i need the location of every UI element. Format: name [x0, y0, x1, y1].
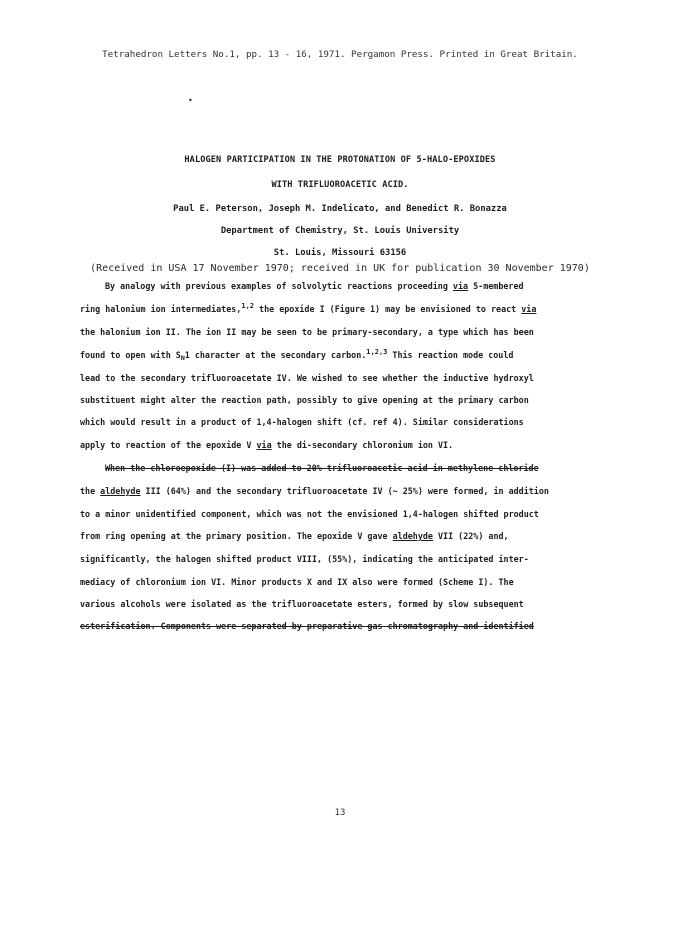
- paragraph-1-line: ring halonium ion intermediates,$^{1,2}$ the epoxide I (Figure 1) may be envisioned to react via: [80, 302, 537, 314]
- paragraph-1-line: the halonium ion II. The ion II may be seen to be primary-secondary, a type which has been: [80, 327, 534, 337]
- page-number: 13: [334, 808, 346, 818]
- paragraph-1-line: lead to the secondary trifluoroacetate IV. We wished to see whether the inductive hydroxyl: [80, 373, 534, 383]
- running-head: Tetrahedron Letters No.1, pp. 13 - 16, 1971. Pergamon Press. Printed in Great Britain.: [102, 49, 578, 60]
- paragraph-2-line: the aldehyde III (64%) and the secondary trifluoroacetate IV (~ 25%) were formed, in addition: [80, 486, 549, 496]
- paragraph-1-line: apply to reaction of the epoxide V via the di-secondary chloronium ion VI.: [80, 440, 454, 450]
- paragraph-2-line: to a minor unidentified component, which was not the envisioned 1,4-halogen shifted product: [80, 509, 539, 519]
- paragraph-1-line: which would result in a product of 1,4-halogen shift (cf. ref 4). Similar considerations: [80, 417, 524, 427]
- paragraph-1-line: By analogy with previous examples of solvolytic reactions proceeding via 5-membered: [105, 281, 524, 291]
- paragraph-1-line: substituent might alter the reaction path, possibly to give opening at the primary carbon: [80, 395, 529, 405]
- paragraph-2-line: When the chloroepoxide (I) was added to 20% trifluoroacetic acid in methylene chloride: [105, 463, 539, 473]
- department: Department of Chemistry, St. Louis University: [220, 226, 460, 236]
- paragraph-2-line: from ring opening at the primary position. The epoxide V gave aldehyde VII (22%) and,: [80, 531, 509, 541]
- address: St. Louis, Missouri 63156: [273, 248, 407, 258]
- authors: Paul E. Peterson, Joseph M. Indelicato, and Benedict R. Bonazza: [173, 204, 507, 214]
- article-title-line-2: WITH TRIFLUOROACETIC ACID.: [271, 180, 409, 190]
- paragraph-2-line: significantly, the halogen shifted product VIII, (55%), indicating the anticipated inter-: [80, 554, 529, 564]
- paragraph-2-line: mediacy of chloronium ion VI. Minor products X and IX also were formed (Scheme I). The: [80, 577, 514, 587]
- paragraph-2-line: esterification. Components were separated by preparative gas chromatography and identified: [80, 621, 534, 631]
- stray-mark: •: [188, 96, 193, 105]
- article-title-line-1: HALOGEN PARTICIPATION IN THE PROTONATION OF 5-HALO-EPOXIDES: [184, 155, 496, 165]
- paragraph-1-line: found to open with $S_N1$ character at the secondary carbon.$^{1,2,3}$ This reaction mode could: [80, 348, 514, 362]
- received-dates: (Received in USA 17 November 1970; received in UK for publication 30 November 1970): [90, 263, 590, 274]
- paragraph-2-line: various alcohols were isolated as the trifluoroacetate esters, formed by slow subsequent: [80, 599, 524, 609]
